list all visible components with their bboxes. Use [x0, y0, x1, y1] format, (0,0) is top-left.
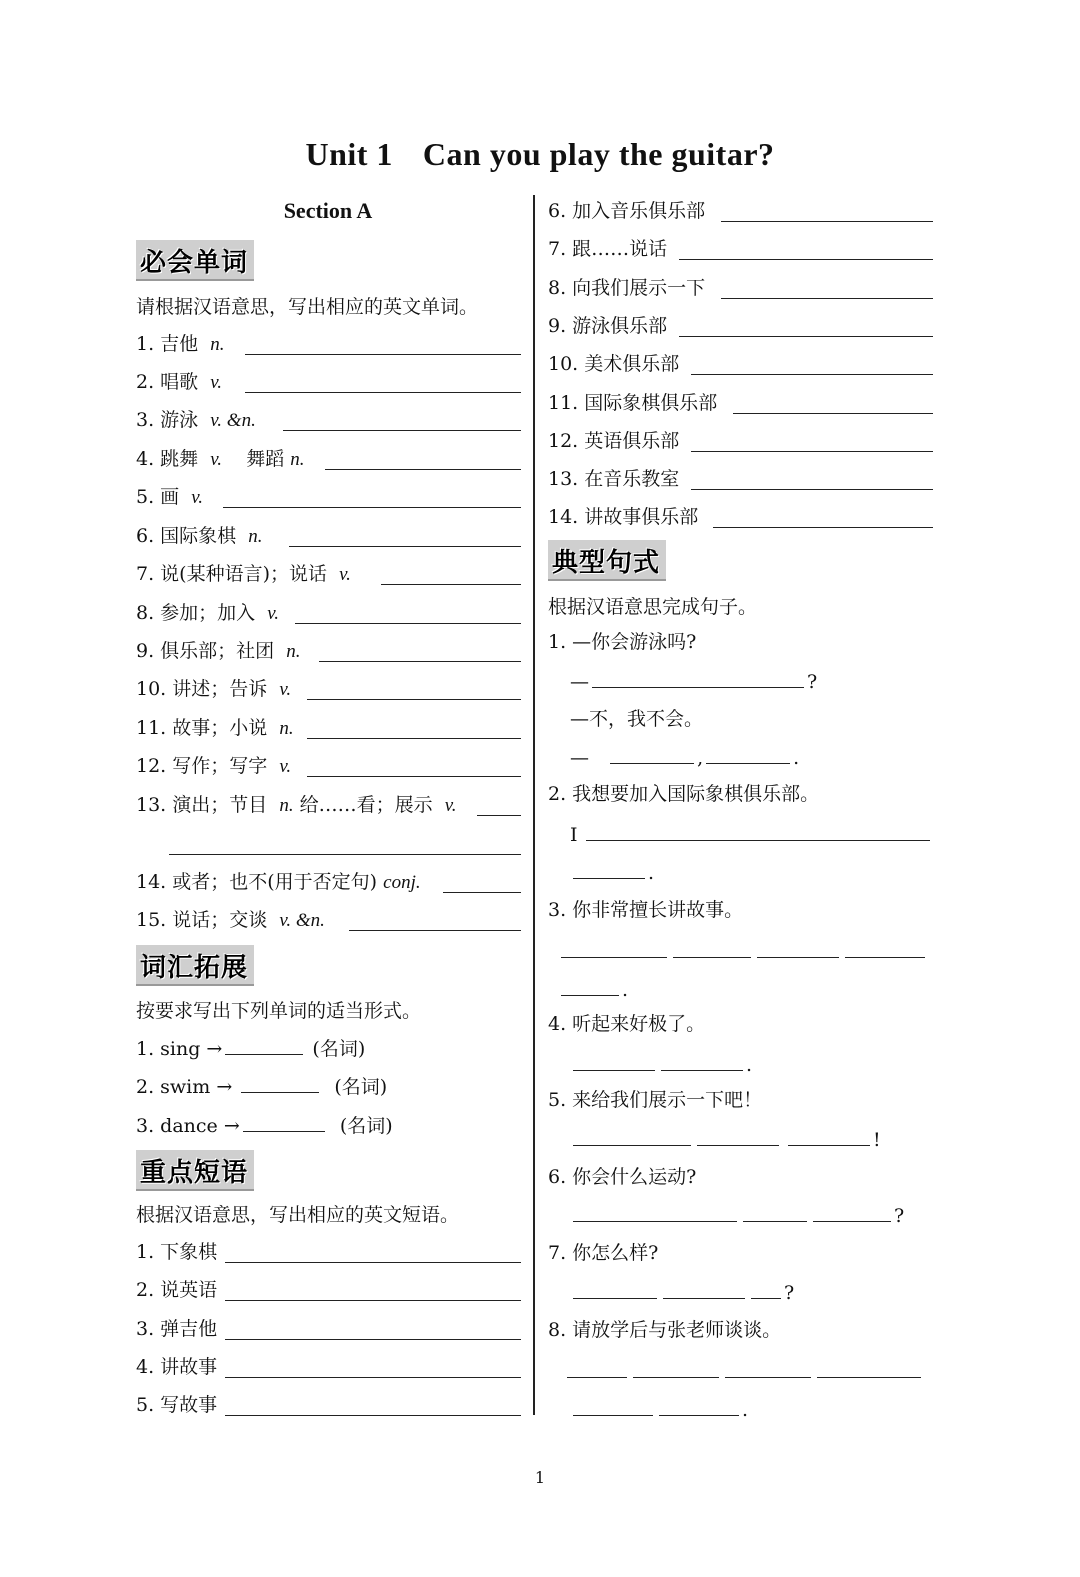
answer-blank[interactable]	[743, 1201, 807, 1222]
answer-line	[564, 1357, 924, 1385]
answer-blank[interactable]	[573, 1395, 653, 1416]
sentence-item: 3. 你非常擅长讲故事。	[548, 899, 744, 921]
vocab-item: 10. 讲述；告诉 v.	[136, 678, 292, 700]
answer-line: ?	[570, 1201, 904, 1229]
instruction-phrases: 根据汉语意思，写出相应的英文短语。	[136, 1204, 460, 1226]
answer-blank[interactable]	[721, 278, 933, 299]
vocab-item: 2. 唱歌 v.	[136, 371, 223, 393]
phrase-item: 6. 加入音乐俱乐部	[548, 200, 706, 222]
answer-blank[interactable]	[691, 431, 933, 452]
page-number: 1	[534, 1468, 546, 1487]
answer-blank[interactable]	[325, 449, 521, 470]
heading-expand: 词汇拓展	[136, 945, 254, 986]
sentence-reply: —不，我不会。	[570, 708, 704, 730]
vocab-item: 4. 跳舞 v. 舞蹈 n.	[136, 448, 305, 470]
phrase-item: 4. 讲故事	[136, 1356, 218, 1378]
sentence-item: 1. —你会游泳吗?	[548, 631, 697, 653]
sentence-item: 7. 你怎么样?	[548, 1242, 659, 1264]
answer-line: — , .	[570, 743, 799, 771]
answer-blank[interactable]	[241, 1072, 319, 1093]
vocab-item: 14. 或者；也不(用于否定句) conj.	[136, 871, 421, 893]
sentence-item: 6. 你会什么运动?	[548, 1166, 697, 1188]
answer-blank[interactable]	[225, 1357, 521, 1378]
sentence-item: 2. 我想要加入国际象棋俱乐部。	[548, 783, 820, 805]
phrase-item: 1. 下象棋	[136, 1241, 218, 1263]
answer-blank[interactable]	[573, 1201, 737, 1222]
phrase-item: 10. 美术俱乐部	[548, 353, 680, 375]
answer-blank[interactable]	[659, 1395, 739, 1416]
answer-blank[interactable]	[697, 1125, 779, 1146]
phrase-item: 5. 写故事	[136, 1394, 218, 1416]
answer-blank[interactable]	[845, 937, 925, 958]
answer-line: I	[570, 820, 933, 848]
answer-blank[interactable]	[813, 1201, 891, 1222]
answer-blank[interactable]	[295, 603, 521, 624]
phrase-item: 13. 在音乐教室	[548, 468, 680, 490]
answer-line: ?	[570, 1278, 794, 1306]
answer-blank[interactable]	[349, 910, 521, 931]
answer-blank[interactable]	[245, 372, 521, 393]
answer-blank[interactable]	[283, 410, 521, 431]
answer-blank[interactable]	[573, 1278, 657, 1299]
answer-blank[interactable]	[223, 487, 521, 508]
answer-blank[interactable]	[679, 239, 933, 260]
answer-line: .	[570, 858, 654, 886]
vocab-item: 8. 参加；加入 v.	[136, 602, 280, 624]
answer-blank[interactable]	[307, 756, 521, 777]
sentence-item: 5. 来给我们展示一下吧！	[548, 1089, 763, 1111]
answer-blank[interactable]	[573, 858, 645, 879]
answer-blank[interactable]	[592, 667, 804, 688]
answer-blank[interactable]	[725, 1357, 811, 1378]
answer-blank[interactable]	[225, 1395, 521, 1416]
page-title	[0, 136, 1080, 173]
expand-item: 2. swim → (名词)	[136, 1072, 387, 1100]
unit-label: Unit 1	[305, 136, 393, 172]
answer-blank[interactable]	[757, 937, 839, 958]
phrase-item: 8. 向我们展示一下	[548, 277, 706, 299]
answer-blank[interactable]	[381, 564, 521, 585]
answer-blank[interactable]	[721, 201, 933, 222]
answer-blank[interactable]	[691, 354, 933, 375]
vocab-item: 1. 吉他 n.	[136, 333, 225, 355]
answer-blank[interactable]	[477, 795, 521, 816]
vocab-item: 12. 写作；写字 v.	[136, 755, 292, 777]
instruction-vocab: 请根据汉语意思，写出相应的英文单词。	[136, 296, 479, 318]
answer-blank[interactable]	[225, 1280, 521, 1301]
heading-phrases: 重点短语	[136, 1150, 254, 1191]
answer-blank[interactable]	[289, 526, 521, 547]
answer-blank[interactable]	[567, 1357, 627, 1378]
instruction-expand: 按要求写出下列单词的适当形式。	[136, 1000, 422, 1022]
answer-blank[interactable]	[225, 1319, 521, 1340]
answer-blank[interactable]	[661, 1050, 743, 1071]
column-divider	[533, 195, 535, 1415]
answer-blank[interactable]	[245, 334, 521, 355]
answer-blank[interactable]	[610, 743, 694, 764]
answer-blank[interactable]	[751, 1278, 781, 1299]
answer-blank[interactable]	[225, 1034, 303, 1055]
answer-line: .	[570, 1050, 752, 1078]
vocab-item: 6. 国际象棋 n.	[136, 525, 263, 547]
answer-line: .	[558, 975, 628, 1003]
heading-sentences: 典型句式	[548, 540, 666, 581]
answer-line: !	[570, 1125, 881, 1153]
phrase-item: 2. 说英语	[136, 1279, 218, 1301]
answer-line: — ?	[570, 667, 817, 695]
answer-blank[interactable]	[691, 469, 933, 490]
answer-blank[interactable]	[679, 316, 933, 337]
answer-blank[interactable]	[573, 1125, 691, 1146]
answer-blank[interactable]	[733, 393, 933, 414]
answer-blank[interactable]	[319, 641, 521, 662]
vocab-item: 9. 俱乐部；社团 n.	[136, 640, 301, 662]
phrase-item: 14. 讲故事俱乐部	[548, 506, 699, 528]
answer-blank[interactable]	[706, 743, 790, 764]
answer-blank[interactable]	[663, 1278, 745, 1299]
answer-blank[interactable]	[307, 718, 521, 739]
vocab-item: 7. 说(某种语言)；说话 v.	[136, 563, 351, 585]
vocab-item: 3. 游泳 v. &n.	[136, 409, 256, 431]
answer-blank[interactable]	[443, 872, 521, 893]
answer-blank[interactable]	[817, 1357, 921, 1378]
instruction-sentences: 根据汉语意思完成句子。	[548, 596, 758, 618]
phrase-item: 7. 跟……说话	[548, 238, 668, 260]
sentence-item: 4. 听起来好极了。	[548, 1013, 706, 1035]
sentence-item: 8. 请放学后与张老师谈谈。	[548, 1319, 782, 1341]
heading-vocab: 必会单词	[136, 240, 254, 281]
answer-blank[interactable]	[586, 820, 930, 841]
phrase-item: 12. 英语俱乐部	[548, 430, 680, 452]
answer-blank[interactable]	[633, 1357, 719, 1378]
answer-blank[interactable]	[243, 1111, 325, 1132]
unit-title: Can you play the guitar?	[422, 136, 775, 172]
vocab-item: 13. 演出；节目 n. 给……看；展示 v.	[136, 794, 457, 816]
phrase-item: 11. 国际象棋俱乐部	[548, 392, 718, 414]
answer-blank[interactable]	[561, 975, 619, 996]
expand-item: 1. sing → (名词)	[136, 1034, 365, 1062]
answer-blank[interactable]	[225, 1242, 521, 1263]
section-title: Section A	[283, 198, 373, 223]
answer-blank[interactable]	[561, 937, 667, 958]
answer-blank[interactable]	[307, 679, 521, 700]
vocab-item: 5. 画 v.	[136, 486, 204, 508]
answer-blank[interactable]	[713, 507, 933, 528]
vocab-item: 15. 说话；交谈 v. &n.	[136, 909, 325, 931]
answer-blank[interactable]	[573, 1050, 655, 1071]
expand-item: 3. dance → (名词)	[136, 1111, 393, 1139]
vocab-item: 11. 故事；小说 n.	[136, 717, 294, 739]
answer-line: .	[570, 1395, 748, 1423]
answer-line	[558, 937, 928, 965]
answer-blank[interactable]	[169, 834, 521, 855]
answer-blank[interactable]	[673, 937, 751, 958]
answer-blank[interactable]	[788, 1125, 870, 1146]
phrase-item: 3. 弹吉他	[136, 1318, 218, 1340]
phrase-item: 9. 游泳俱乐部	[548, 315, 668, 337]
